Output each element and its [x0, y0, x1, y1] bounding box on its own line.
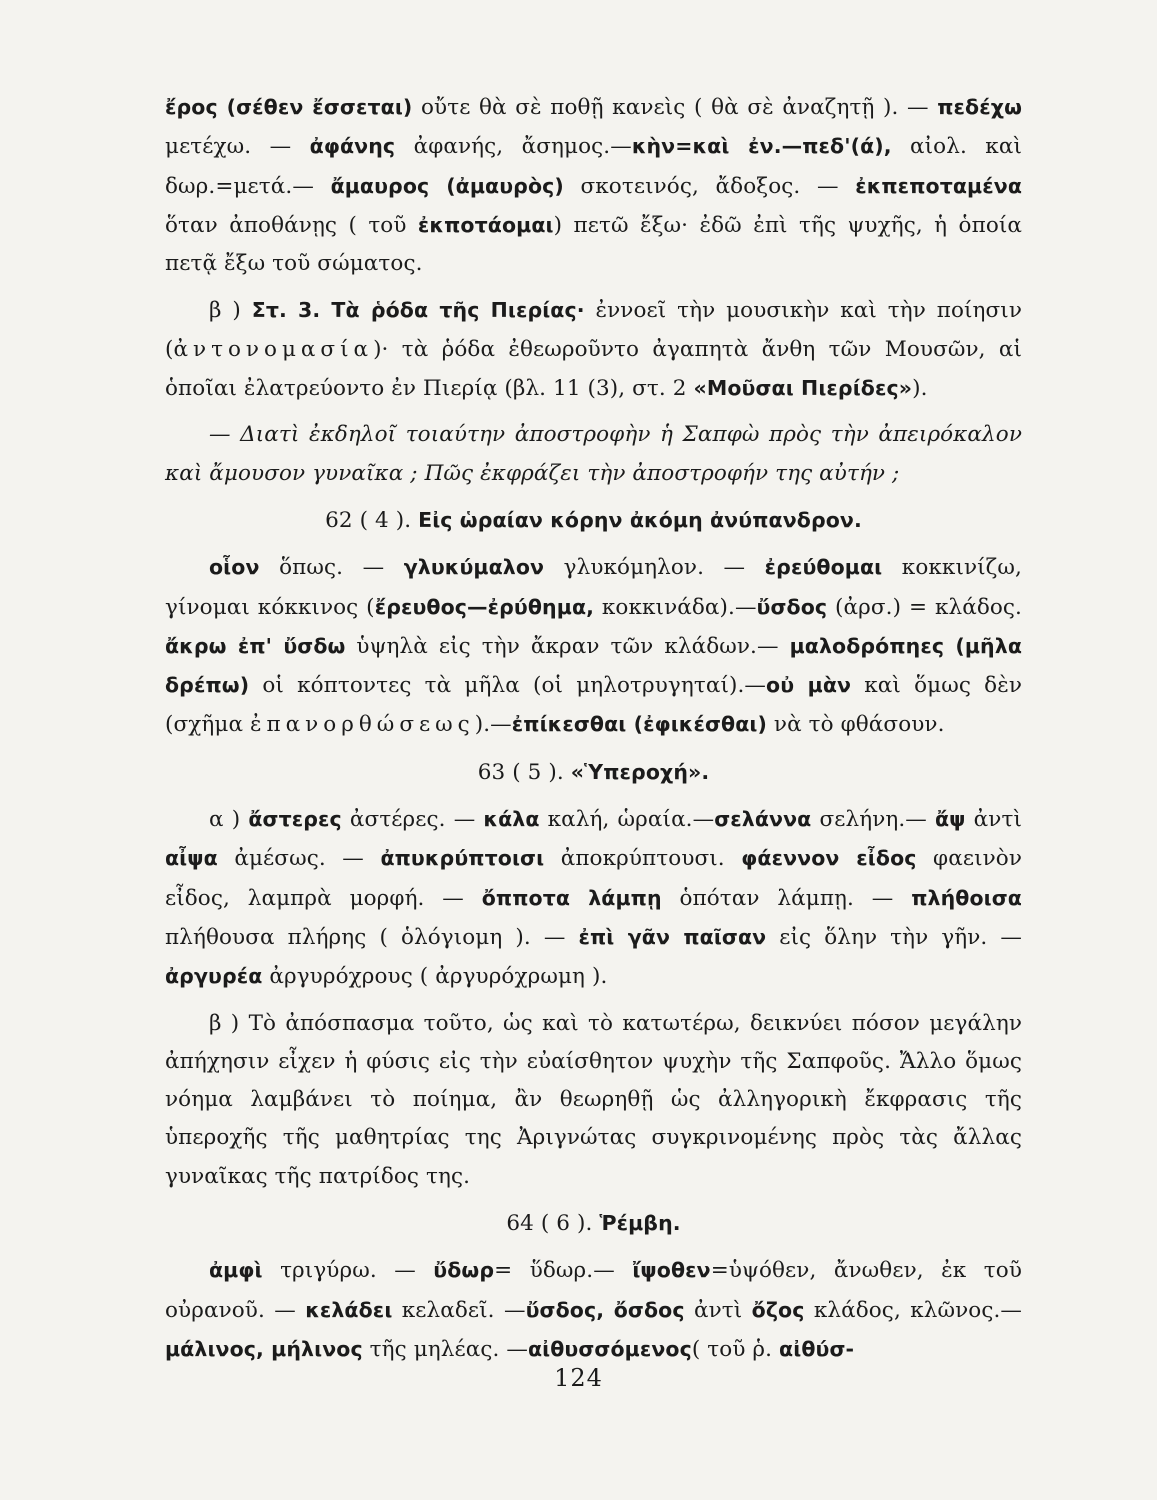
text-run: ἀντὶ: [684, 1297, 752, 1323]
text-run: καλή, ὡραία.—: [539, 807, 715, 833]
page-number: 124: [554, 1364, 603, 1392]
text-run: )· τὰ ῥόδα ἐθεωροῦντο ἀγαπητὰ ἄνθη τῶν Μουσῶν, αἱ ὁποῖαι ἐλατρεύοντο ἐν Πιερίᾳ (βλ. 11 (3), στ. 2: [165, 336, 1022, 402]
bold-term: «Μοῦσαι Πιερίδες»: [693, 376, 913, 401]
paragraph: [165, 800, 1022, 996]
text-run: κοκκινίζω, γίνομαι κόκκινος (: [165, 555, 1022, 620]
text-run: ἐννοεῖ τὴν μουσικὴν καὶ τὴν ποίησιν (: [165, 298, 1023, 362]
section-heading: [165, 501, 1022, 540]
section-heading: [165, 1204, 1022, 1243]
bold-term: ἀμφὶ: [209, 1258, 263, 1283]
text-run: τριγύρω. —: [262, 1258, 434, 1284]
paragraph-gap: [165, 1243, 1022, 1251]
paragraph-gap: [165, 493, 1022, 501]
page-body: [165, 88, 1022, 1369]
text-run: ἀποκρύπτουσι.: [544, 846, 742, 872]
paragraph-gap: [165, 745, 1022, 753]
bold-term: κελάδει: [305, 1297, 393, 1322]
text-run: νὰ τὸ φθάσουν.: [766, 712, 945, 738]
text-run: = ὕδωρ.—: [494, 1258, 633, 1284]
text-run: ὁπόταν λάμπῃ. —: [661, 885, 912, 911]
text-run: σελήνη.—: [811, 807, 935, 833]
text-run: β ): [209, 298, 252, 324]
bold-term: ἄψ: [935, 807, 966, 832]
text-run: ὅπως. —: [259, 555, 404, 581]
bold-term: ἀπυκρύπτοισι: [380, 846, 545, 871]
paragraph: [165, 88, 1022, 283]
bold-term: ὄζος: [751, 1297, 805, 1322]
bold-term: Στ. 3. Τὰ ῥόδα τῆς Πιερίας·: [251, 298, 585, 323]
spaced-term: ἀντονομασία: [173, 336, 374, 362]
bold-term: οὐ μὰν: [766, 673, 852, 698]
italic-text: — Διατὶ ἐκδηλοῖ τοιαύτην ἀποστροφὴν ἡ Σαπφὼ πρὸς τὴν ἀπειρόκαλον καὶ ἄμουσον γυναῖκα ; Πῶς ἐκφράζει τὴν ἀποστροφήν της αὐτήν ;: [165, 422, 1022, 486]
bold-term: μαλοδρόπηες (μῆλα δρέπω): [165, 633, 1023, 698]
bold-term: ὄπποτα λάμπῃ: [481, 885, 662, 910]
bold-term: ἐκποτάομαι: [417, 212, 554, 237]
text-run: ).—: [474, 712, 512, 738]
bold-term: αἰθυσσόμενος: [527, 1336, 692, 1361]
bold-term: πεδέχω: [937, 95, 1022, 119]
bold-term: ἄκρω ἐπ' ὔσδω: [165, 633, 346, 658]
text-run: καὶ ὅμως δὲν (σχῆμα: [165, 673, 1023, 738]
bold-term: μάλινος, μήλινος: [165, 1336, 363, 1361]
bold-term: ὔδωρ: [433, 1258, 495, 1283]
bold-term: ὔσδος, ὄσδος: [525, 1297, 685, 1322]
bold-term: φάεννον εἶδος: [741, 846, 917, 871]
bold-term: «Ὑπεροχή».: [570, 759, 710, 784]
text-run: ἀμέσως. —: [217, 846, 381, 872]
text-run: εἰς ὅλην τὴν γῆν. —: [766, 924, 1022, 950]
bold-term: ἄστερες: [248, 807, 342, 832]
text-run: οἱ κόπτοντες τὰ μῆλα (οἱ μηλοτρυγηταί).—: [249, 673, 767, 699]
text-run: μετέχω. —: [165, 134, 310, 160]
bold-term: οἷον: [209, 555, 260, 580]
text-run: ) πετῶ ἔξω· ἐδῶ ἐπὶ τῆς ψυχῆς, ἡ ὁποία πετᾷ ἔξω τοῦ σώματος.: [165, 212, 1023, 277]
text-run: ( τοῦ ῥ.: [691, 1336, 780, 1362]
text-run: 62 ( 4 ).: [325, 507, 419, 533]
section-heading: [165, 753, 1022, 792]
paragraph: [165, 1251, 1022, 1369]
text-run: φαεινὸν εἶδος, λαμπρὰ μορφή. —: [165, 846, 1022, 911]
text-run: αἰολ. καὶ δωρ.=μετά.—: [165, 134, 1022, 199]
paragraph-gap: [165, 408, 1022, 416]
text-run: ἀστέρες. —: [341, 807, 484, 833]
text-run: κλάδος, κλῶνος.—: [804, 1297, 1023, 1323]
text-run: ὑψηλὰ εἰς τὴν ἄκραν τῶν κλάδων.—: [345, 633, 790, 659]
text-run: κελαδεῖ. —: [392, 1297, 526, 1323]
bold-term: αἶψα: [165, 846, 218, 871]
paragraph-gap: [165, 997, 1022, 1005]
bold-term: γλυκύμαλον: [403, 555, 545, 580]
text-run: β ) Τὸ ἀπόσπασμα τοῦτο, ὡς καὶ τὸ κατωτέρω, δεικνύει πόσον μεγάλην ἀπήχησιν εἶχεν ἡ φύσις εἰς τὴν εὐαίσθητον ψυχὴν τῆς Σαπφοῦς. Ἄλλο ὅμως νόημα λαμβάνει τὸ ποίημα, ἂν θεωρηθῇ ὡς ἀλληγορικὴ ἔκφρασις τῆς ὑπεροχῆς τῆς μαθητρίας της Ἀριγνώτας συγκρινομένης πρὸς τὰς ἄλλας γυναῖκας τῆς πατρίδος της.: [165, 1010, 1022, 1189]
paragraph: [165, 1005, 1022, 1196]
bold-term: ἴψοθεν: [632, 1258, 711, 1283]
text-run: γλυκόμηλον. —: [544, 555, 765, 581]
bold-term: ἐπίκεσθαι (ἐφικέσθαι): [511, 712, 767, 737]
text-run: κοκκινάδα).—: [594, 594, 757, 620]
bold-term: Εἰς ὡραίαν κόρην ἀκόμη ἀνύπανδρον.: [418, 507, 862, 532]
text-run: =ὑψόθεν, ἄνωθεν, ἐκ τοῦ οὐρανοῦ. —: [165, 1258, 1022, 1323]
bold-term: ἀφάνης: [309, 134, 396, 159]
text-run: (ἀρσ.) = κλάδος.: [827, 594, 1022, 620]
text-run: ἀντὶ: [965, 807, 1022, 833]
bold-term: ἄμαυρος (ἀμαυρὸς): [330, 173, 564, 198]
text-run: τῆς μηλέας. —: [362, 1336, 528, 1362]
text-run: ).: [912, 376, 928, 402]
text-run: 63 ( 5 ).: [477, 759, 571, 785]
paragraph-gap: [165, 540, 1022, 548]
text-run: ἀργυρόχρους ( ἀργυρόχρωμη ).: [262, 964, 608, 990]
bold-term: ἐκπεποταμένα: [855, 173, 1022, 198]
bold-term: ἔρευθος—ἐρύθημα,: [374, 594, 595, 619]
bold-term: ἐπὶ γᾶν παῖσαν: [578, 924, 767, 949]
paragraph: [165, 548, 1022, 744]
paragraph-gap: [165, 1196, 1022, 1204]
paragraph: [165, 416, 1022, 493]
paragraph-gap: [165, 283, 1022, 291]
paragraph: [165, 291, 1022, 408]
bold-term: Ῥέμβη.: [599, 1211, 681, 1236]
bold-term: ἀργυρέα: [165, 964, 263, 989]
spaced-term: ἐπανορθώσεως: [250, 712, 475, 738]
bold-term: ὔσδος: [756, 594, 828, 619]
paragraph-gap: [165, 792, 1022, 800]
bold-term: κὴν=καὶ ἐν.—πεδ'(ά),: [631, 134, 892, 159]
bold-term: ἐρεύθομαι: [764, 555, 883, 580]
text-run: σκοτεινός, ἄδοξος. —: [563, 173, 856, 199]
text-run: ὅταν ἀποθάνῃς ( τοῦ: [165, 212, 418, 238]
text-run: πλήθουσα πλήρης ( ὁλόγιομη ). —: [165, 924, 579, 950]
bold-term: αἰθύσ-: [779, 1336, 855, 1361]
text-run: ἀφανής, ἄσημος.—: [395, 134, 632, 160]
bold-term: κάλα: [483, 807, 540, 832]
text-run: 64 ( 6 ).: [506, 1211, 600, 1237]
text-run: α ): [209, 807, 249, 833]
text-run: οὔτε θὰ σὲ ποθῇ κανεὶς ( θὰ σὲ ἀναζητῇ ). —: [412, 95, 938, 120]
bold-term: ἔρος (σέθεν ἔσσεται): [165, 95, 413, 119]
bold-term: σελάννα: [714, 807, 812, 832]
bold-term: πλήθοισα: [911, 885, 1022, 910]
